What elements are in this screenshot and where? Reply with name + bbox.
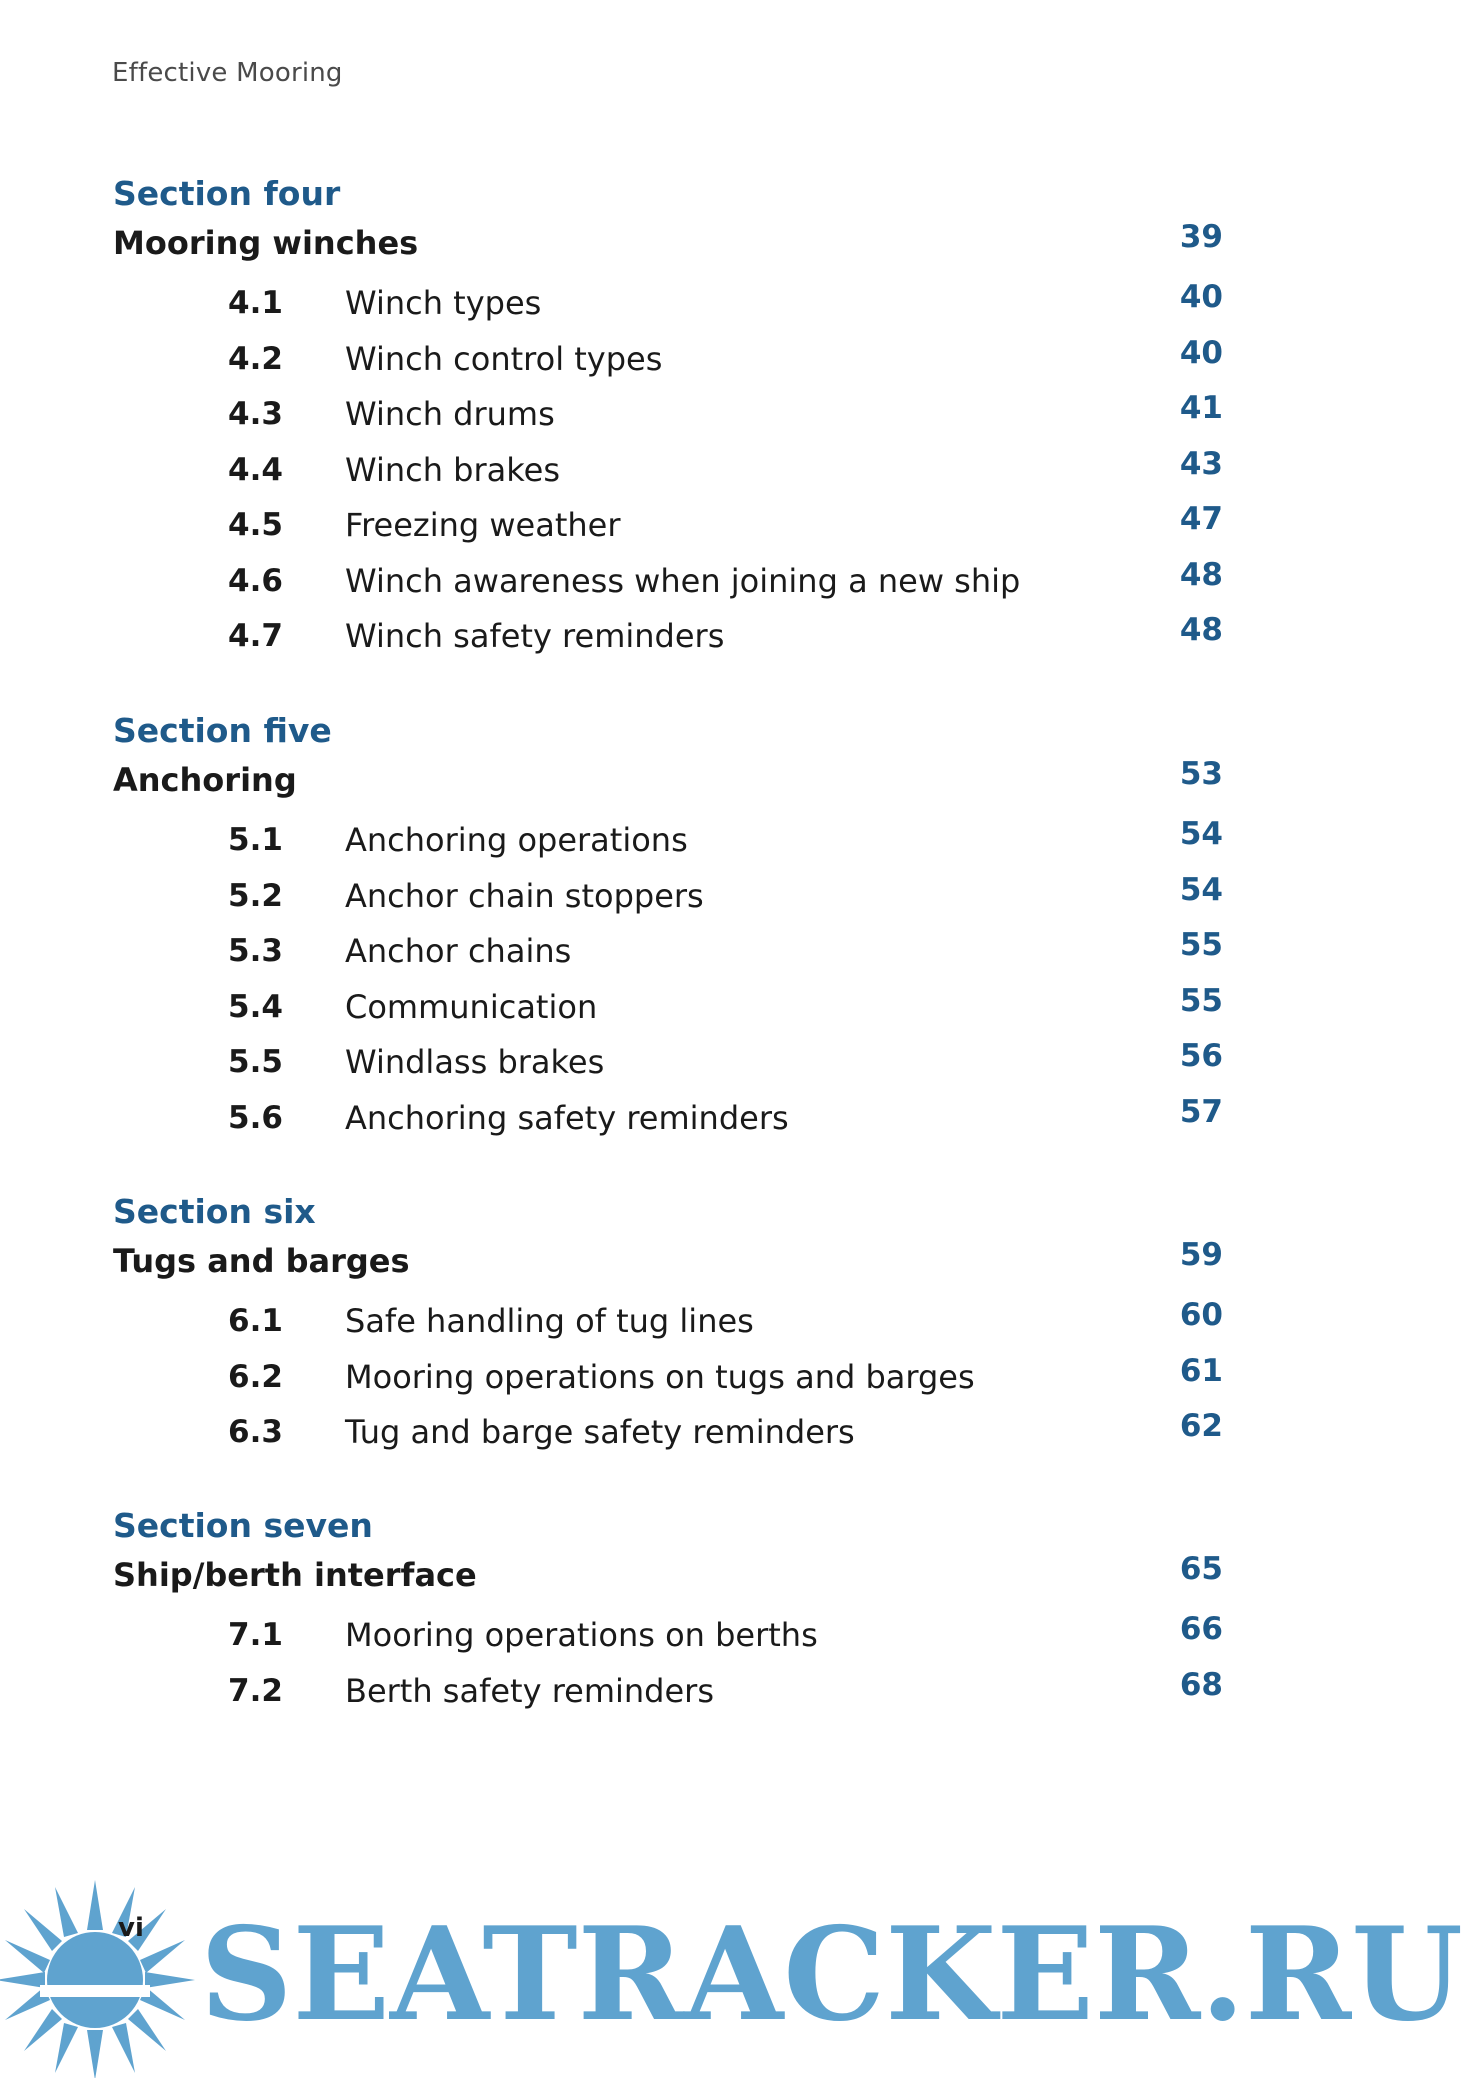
item-number: 4.1 — [228, 285, 283, 321]
item-page-number: 40 — [1179, 279, 1223, 315]
toc-items — [113, 276, 1223, 665]
section-title-row[interactable] — [113, 755, 1223, 805]
toc-item[interactable] — [113, 554, 1223, 610]
item-page-number: 43 — [1179, 445, 1223, 482]
item-page-number: 40 — [1179, 334, 1223, 371]
item-title: Communication — [345, 987, 598, 1026]
toc-item[interactable] — [113, 1664, 1223, 1720]
item-number: 5.2 — [228, 877, 283, 914]
item-number: 5.1 — [228, 822, 283, 858]
toc-item[interactable] — [113, 332, 1223, 388]
item-number: 4.2 — [228, 340, 283, 377]
item-title: Safe handling of tug lines — [345, 1302, 754, 1340]
item-page-number: 62 — [1179, 1408, 1223, 1444]
item-title: Winch brakes — [345, 450, 560, 489]
section-title: Anchoring — [113, 761, 297, 799]
item-page-number: 66 — [1179, 1611, 1223, 1647]
page-folio: vi — [118, 1913, 144, 1943]
item-number: 5.4 — [228, 988, 283, 1025]
item-number: 5.5 — [228, 1044, 283, 1080]
item-page-number: 41 — [1179, 390, 1223, 426]
item-page-number: 56 — [1179, 1038, 1223, 1074]
item-page-number: 48 — [1179, 556, 1223, 593]
item-page-number: 61 — [1179, 1352, 1223, 1389]
item-title: Winch control types — [345, 339, 663, 378]
section-title: Tugs and barges — [113, 1242, 410, 1280]
item-title: Anchoring operations — [345, 821, 688, 859]
item-page-number: 55 — [1179, 927, 1223, 963]
toc-item[interactable] — [113, 1294, 1223, 1350]
item-title: Freezing weather — [345, 506, 621, 544]
item-title: Winch safety reminders — [345, 617, 725, 655]
toc-item[interactable] — [113, 1405, 1223, 1461]
item-title: Winch awareness when joining a new ship — [345, 561, 1021, 600]
item-title: Winch drums — [345, 395, 555, 433]
section-page-number: 65 — [1179, 1551, 1223, 1587]
section-six — [113, 1188, 1223, 1461]
item-title: Mooring operations on berths — [345, 1616, 818, 1654]
section-label: Section six — [113, 1192, 316, 1231]
toc-item[interactable] — [113, 1608, 1223, 1664]
item-page-number: 48 — [1179, 612, 1223, 648]
section-label: Section five — [113, 711, 332, 750]
toc-item[interactable] — [113, 609, 1223, 665]
item-page-number: 47 — [1179, 501, 1223, 537]
item-number: 6.2 — [228, 1358, 283, 1395]
item-title: Winch types — [345, 284, 542, 322]
item-title: Anchor chain stoppers — [345, 876, 704, 915]
toc-item[interactable] — [113, 1035, 1223, 1091]
section-page-number: 53 — [1179, 756, 1223, 792]
toc-items — [113, 813, 1223, 1146]
watermark: SEATRACKER.RU — [200, 1900, 1463, 2050]
item-page-number: 54 — [1179, 816, 1223, 852]
sun-icon — [0, 1875, 200, 2075]
item-number: 4.5 — [228, 507, 283, 543]
section-page-number: 39 — [1179, 219, 1223, 255]
toc-item[interactable] — [113, 498, 1223, 554]
toc-items — [113, 1294, 1223, 1461]
item-title: Berth safety reminders — [345, 1671, 714, 1710]
toc-item[interactable] — [113, 924, 1223, 980]
section-title: Ship/berth interface — [113, 1556, 477, 1594]
footer — [0, 1875, 1463, 2078]
toc-item[interactable] — [113, 869, 1223, 925]
item-number: 7.1 — [228, 1617, 283, 1653]
item-number: 4.7 — [228, 618, 283, 654]
item-title: Anchoring safety reminders — [345, 1098, 789, 1137]
item-number: 4.3 — [228, 396, 283, 432]
item-page-number: 54 — [1179, 871, 1223, 908]
item-number: 6.1 — [228, 1303, 283, 1339]
item-number: 5.3 — [228, 933, 283, 969]
toc-items — [113, 1608, 1223, 1719]
item-page-number: 68 — [1179, 1666, 1223, 1703]
item-page-number: 60 — [1179, 1297, 1223, 1333]
toc-item[interactable] — [113, 387, 1223, 443]
toc-item[interactable] — [113, 443, 1223, 499]
section-title-row[interactable] — [113, 218, 1223, 268]
toc-item[interactable] — [113, 1091, 1223, 1147]
toc-item[interactable] — [113, 813, 1223, 869]
section-title-row[interactable] — [113, 1550, 1223, 1600]
item-title: Windlass brakes — [345, 1043, 605, 1081]
item-number: 5.6 — [228, 1099, 283, 1136]
section-title: Mooring winches — [113, 224, 419, 262]
section-four — [113, 170, 1223, 665]
running-header: Effective Mooring — [112, 58, 343, 88]
item-number: 6.3 — [228, 1414, 283, 1450]
toc-item[interactable] — [113, 1350, 1223, 1406]
section-label: Section four — [113, 174, 341, 213]
item-page-number: 57 — [1179, 1093, 1223, 1130]
toc-item[interactable] — [113, 980, 1223, 1036]
item-title: Tug and barge safety reminders — [345, 1413, 855, 1451]
section-page-number: 59 — [1179, 1237, 1223, 1273]
toc-item[interactable] — [113, 276, 1223, 332]
item-number: 7.2 — [228, 1672, 283, 1709]
section-seven — [113, 1502, 1223, 1719]
item-title: Mooring operations on tugs and barges — [345, 1357, 975, 1396]
section-title-row[interactable] — [113, 1236, 1223, 1286]
section-five — [113, 707, 1223, 1146]
item-title: Anchor chains — [345, 932, 572, 970]
section-label: Section seven — [113, 1506, 373, 1545]
item-number: 4.6 — [228, 562, 283, 599]
item-number: 4.4 — [228, 451, 283, 488]
item-page-number: 55 — [1179, 982, 1223, 1019]
